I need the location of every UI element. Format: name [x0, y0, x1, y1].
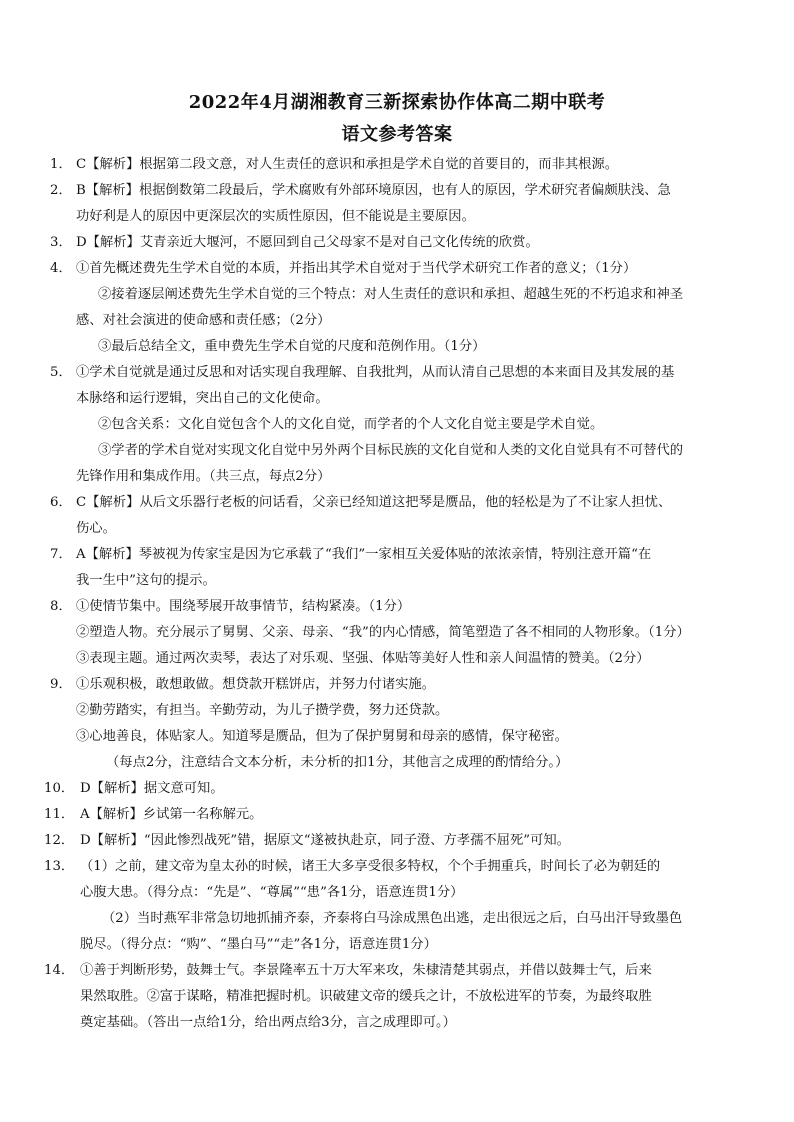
- answer-sub-point-line: （2）当时燕军非常急切地抓捕齐泰，齐泰将白马涂成黑色出逃，走出很远之后，白马出汗导致墨色: [102, 911, 683, 926]
- answer-text-line: 本脉络和运行逻辑，突出自己的文化使命。: [76, 391, 329, 406]
- answer-item: [44, 802, 750, 828]
- answer-number: 12．: [44, 833, 75, 848]
- answer-text-line: ②塑造人物。充分展示了舅舅、父亲、母亲、“我”的内心情感，简笔塑造了各不相同的人物形象。（1分）: [76, 625, 690, 640]
- answer-sub-point-line: 先锋作用和集成作用。（共三点，每点2分）: [76, 469, 331, 484]
- answer-text-line: ③心地善良，体贴家人。知道琴是赝品，但为了保护舅舅和母亲的感情，保守秘密。: [76, 729, 568, 744]
- answer-text-line: 我一生中”这句的提示。: [76, 573, 216, 588]
- answer-sub-point-line: ③最后总结全文，重申费先生学术自觉的尺度和范例作用。（1分）: [98, 339, 486, 354]
- answer-number: 7．: [50, 547, 72, 562]
- answer-text-line: ①乐观积极，敢想敢做。想贷款开糕饼店，并努力付诸实施。: [76, 677, 436, 692]
- answer-text-line: A【解析】乡试第一名称解元。: [80, 807, 263, 822]
- answer-text-line: D【解析】据文意可知。: [80, 781, 224, 796]
- answer-number: 13．: [44, 859, 75, 874]
- exam-title: 2022年4月湖湘教育三新探索协作体高二期中联考: [188, 92, 606, 113]
- answer-item: [50, 178, 750, 230]
- answer-number: 2．: [50, 183, 72, 198]
- answer-number: 14．: [44, 963, 75, 978]
- answer-text-line: D【解析】“因此惨烈战死”错，据原文“遂被执赴京，同子澄、方孝孺不屈死”可知。: [80, 833, 570, 848]
- answer-number: 1．: [50, 157, 72, 172]
- answer-number: 3．: [50, 235, 72, 250]
- answer-key-subtitle: 语文参考答案: [341, 124, 453, 145]
- answer-item: [50, 542, 750, 594]
- answer-item: [50, 230, 750, 256]
- answer-number: 10．: [44, 781, 75, 796]
- answer-text-line: 伤心。: [76, 521, 116, 536]
- answer-item: [50, 490, 750, 542]
- answer-text-line: （1）之前，建文帝为皇太孙的时候，诸王大多享受很多特权，个个手拥重兵，时间长了必为朝廷的: [80, 859, 661, 874]
- answer-number: 6．: [50, 495, 72, 510]
- answer-number: 8．: [50, 599, 72, 614]
- answer-text-line: 心腹大患。（得分点：“先是”、“尊属”“患”各1分，语意连贯1分）: [80, 885, 464, 900]
- answer-sub-point-line: 脱尽。（得分点：“购”、“墨白马”“走”各1分，语意连贯1分）: [80, 937, 437, 952]
- answer-text-line: ①使情节集中。围绕琴展开故事情节，结构紧凑。（1分）: [76, 599, 411, 614]
- answer-text-line: ①首先概述费先生学术自觉的本质，并指出其学术自觉对于当代学术研究工作者的意义；（1分）: [76, 261, 637, 276]
- answer-text-line: 功好利是人的原因中更深层次的实质性原因，但不能说是主要原因。: [76, 209, 475, 224]
- answer-item: [50, 152, 750, 178]
- answer-item: [50, 256, 750, 360]
- answer-text-line: ①学术自觉就是通过反思和对话实现自我理解、自我批判，从而认清自己思想的本来面目及其发展的基: [76, 365, 675, 380]
- answer-text-line: ③表现主题。通过两次卖琴，表达了对乐观、坚强、体贴等美好人性和亲人间温情的赞美。（2分）: [76, 651, 650, 666]
- answer-item: [50, 672, 750, 776]
- answer-text-line: ①善于判断形势，鼓舞士气。李景隆率五十万大军来攻，朱棣清楚其弱点，并借以鼓舞士气，后来: [80, 963, 652, 978]
- answer-text-line: ②勤劳踏实，有担当。辛勤劳动，为儿子攒学费，努力还贷款。: [76, 703, 449, 718]
- answer-item: [44, 854, 750, 958]
- answer-text-line: C【解析】从后文乐器行老板的问话看，父亲已经知道这把琴是赝品，他的轻松是为了不让家人担忧、: [76, 495, 672, 510]
- answer-item: [50, 360, 750, 490]
- answer-text-line: 果然取胜。②富于谋略，精准把握时机。识破建文帝的缓兵之计，不放松进军的节奏，为最终取胜: [80, 989, 652, 1004]
- answer-item: [44, 828, 750, 854]
- answer-number: 9．: [50, 677, 72, 692]
- answer-sub-point-line: 感、对社会演进的使命感和责任感；（2分）: [76, 313, 331, 328]
- answer-text-line: C【解析】根据第二段文意，对人生责任的意识和承担是学术自觉的首要目的，而非其根源。: [76, 157, 619, 172]
- answer-text-line: B【解析】根据倒数第二段最后，学术腐败有外部环境原因，也有人的原因，学术研究者偏颇肤浅、急: [76, 183, 671, 198]
- answer-sub-point-line: ③学者的学术自觉对实现文化自觉中另外两个目标民族的文化自觉和人类的文化自觉具有不可替代的: [98, 443, 684, 458]
- answer-item: [44, 958, 750, 1036]
- answer-list: [44, 152, 750, 1036]
- answer-text-line: D【解析】艾青亲近大堰河，不愿回到自己父母家不是对自己文化传统的欣赏。: [76, 235, 539, 250]
- answer-text-line: 奠定基础。（答出一点给1分，给出两点给3分，言之成理即可。）: [80, 1015, 456, 1030]
- answer-number: 4．: [50, 261, 72, 276]
- answer-item: [44, 776, 750, 802]
- answer-number: 5．: [50, 365, 72, 380]
- answer-number: 11．: [44, 807, 75, 822]
- answer-item: [50, 594, 750, 672]
- scoring-note: （每点2分，注意结合文本分析，未分析的扣1分，其他言之成理的酌情给分。）: [106, 755, 569, 770]
- answer-sub-point-line: ②接着逐层阐述费先生学术自觉的三个特点：对人生责任的意识和承担、超越生死的不朽追求和神圣: [98, 287, 684, 302]
- answer-sub-point-line: ②包含关系：文化自觉包含个人的文化自觉，而学者的个人文化自觉主要是学术自觉。: [98, 417, 604, 432]
- answer-text-line: A【解析】琴被视为传家宝是因为它承载了“我们”一家相互关爱体贴的浓浓亲情，特别注意开篇“在: [76, 547, 652, 562]
